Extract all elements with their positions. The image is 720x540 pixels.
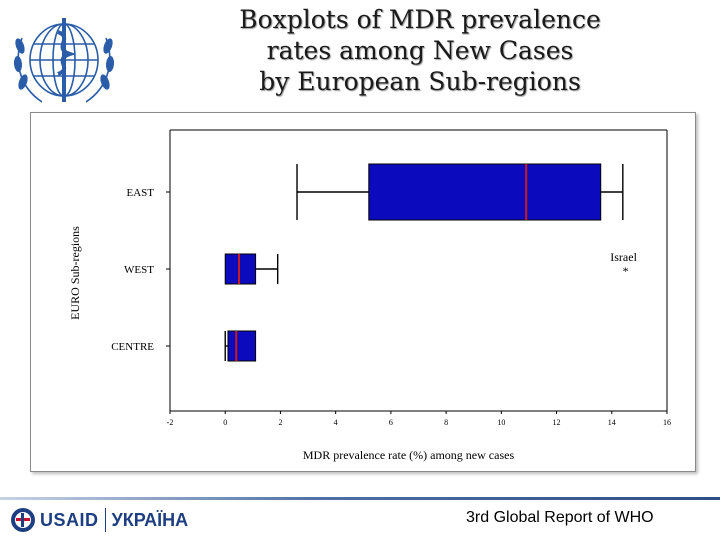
chart-frame — [30, 112, 696, 472]
x-tick-label: 16 — [663, 418, 671, 427]
x-tick-label: 4 — [333, 418, 338, 427]
x-axis-title: MDR prevalence rate (%) among new cases — [302, 448, 515, 462]
x-axis-ticks — [167, 411, 671, 427]
y-axis-title: EURO Sub-regions — [68, 226, 82, 320]
who-emblem-icon — [8, 8, 120, 108]
iqr-box — [225, 254, 255, 284]
x-tick-label: 6 — [388, 418, 393, 427]
y-category-label: EAST — [126, 187, 154, 199]
outlier-points — [610, 250, 637, 278]
x-tick-label: 14 — [607, 418, 616, 427]
slide-title-line-2: rates among New Cases — [266, 36, 574, 65]
x-tick-label: -2 — [166, 418, 174, 427]
outlier-label: Israel — [610, 250, 637, 264]
x-tick-label: 12 — [552, 418, 561, 427]
iqr-box — [369, 164, 601, 220]
slide-title — [170, 4, 670, 97]
boxplot-series — [225, 164, 623, 361]
outlier-marker: * — [622, 264, 629, 278]
usaid-ukraine-logo — [10, 506, 188, 534]
footer-divider — [0, 497, 720, 500]
who-emblem — [8, 8, 120, 108]
usaid-seal-icon — [10, 507, 36, 533]
footer-source: 3rd Global Report of WHO — [466, 509, 654, 526]
y-axis-categories — [111, 187, 170, 353]
boxplot-chart — [31, 113, 695, 471]
ukraine-wordmark: УКРАЇНА — [111, 509, 189, 530]
logo-separator — [105, 508, 106, 532]
slide-title-line-1: Boxplots of MDR prevalence — [239, 5, 601, 34]
y-category-label: CENTRE — [111, 341, 154, 353]
iqr-box — [228, 331, 256, 361]
usaid-wordmark: USAID — [40, 509, 99, 530]
x-tick-label: 2 — [278, 418, 283, 427]
x-tick-label: 0 — [223, 418, 228, 427]
slide-title-line-3: by European Sub-regions — [259, 67, 581, 96]
y-category-label: WEST — [124, 264, 154, 276]
x-tick-label: 10 — [497, 418, 506, 427]
x-tick-label: 8 — [444, 418, 449, 427]
